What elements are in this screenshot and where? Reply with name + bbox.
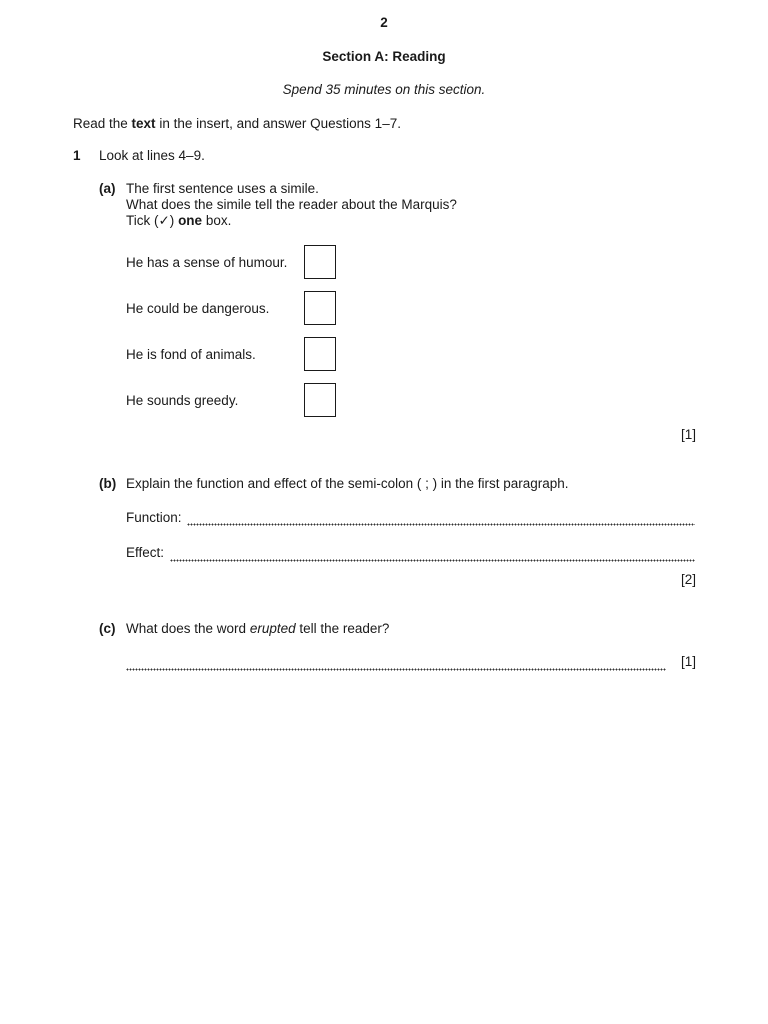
- part-c-answer-line[interactable]: [126, 668, 666, 671]
- time-instruction: Spend 35 minutes on this section.: [282, 82, 486, 97]
- part-c-label: (c): [99, 621, 116, 636]
- tick-box-animals[interactable]: [304, 337, 336, 371]
- option-label: He sounds greedy.: [126, 393, 239, 408]
- question-number: 1: [73, 148, 81, 163]
- tick-box-humour[interactable]: [304, 245, 336, 279]
- page-number: 2: [380, 15, 388, 30]
- function-answer-line[interactable]: [187, 523, 695, 526]
- function-label: Function:: [126, 510, 182, 525]
- intro-bold: text: [131, 116, 156, 131]
- part-a-tick-instruction: [126, 213, 231, 229]
- part-a-marks: [1]: [680, 427, 696, 442]
- part-a-line1: The first sentence uses a simile.: [126, 181, 319, 196]
- part-c-text: [126, 621, 389, 637]
- part-c-marks: [1]: [680, 654, 696, 669]
- part-b-marks: [2]: [680, 572, 696, 587]
- intro-prefix: Read the: [73, 116, 132, 131]
- tick-box-greedy[interactable]: [304, 383, 336, 417]
- intro-suffix: in the insert, and answer Questions 1–7.: [155, 116, 401, 131]
- intro-instruction: [73, 116, 401, 132]
- option-label: He could be dangerous.: [126, 301, 270, 316]
- part-c-prefix: What does the word: [126, 621, 250, 636]
- part-a-line2: What does the simile tell the reader about the Marquis?: [126, 197, 457, 212]
- effect-answer-line[interactable]: [170, 559, 695, 562]
- option-label: He is fond of animals.: [126, 347, 256, 362]
- section-title: Section A: Reading: [322, 49, 446, 64]
- effect-label: Effect:: [126, 545, 165, 560]
- part-a-label: (a): [99, 181, 116, 196]
- part-c-italic-word: erupted: [249, 621, 296, 636]
- option-label: He has a sense of humour.: [126, 255, 288, 270]
- tick-prefix: Tick (✓): [126, 213, 179, 228]
- part-b-text: Explain the function and effect of the semi-colon ( ; ) in the first paragraph.: [126, 476, 569, 491]
- question-stem: Look at lines 4–9.: [99, 148, 205, 163]
- tick-bold: one: [178, 213, 203, 228]
- part-b-label: (b): [99, 476, 117, 491]
- part-c-suffix: tell the reader?: [295, 621, 390, 636]
- tick-box-dangerous[interactable]: [304, 291, 336, 325]
- tick-suffix: box.: [202, 213, 232, 228]
